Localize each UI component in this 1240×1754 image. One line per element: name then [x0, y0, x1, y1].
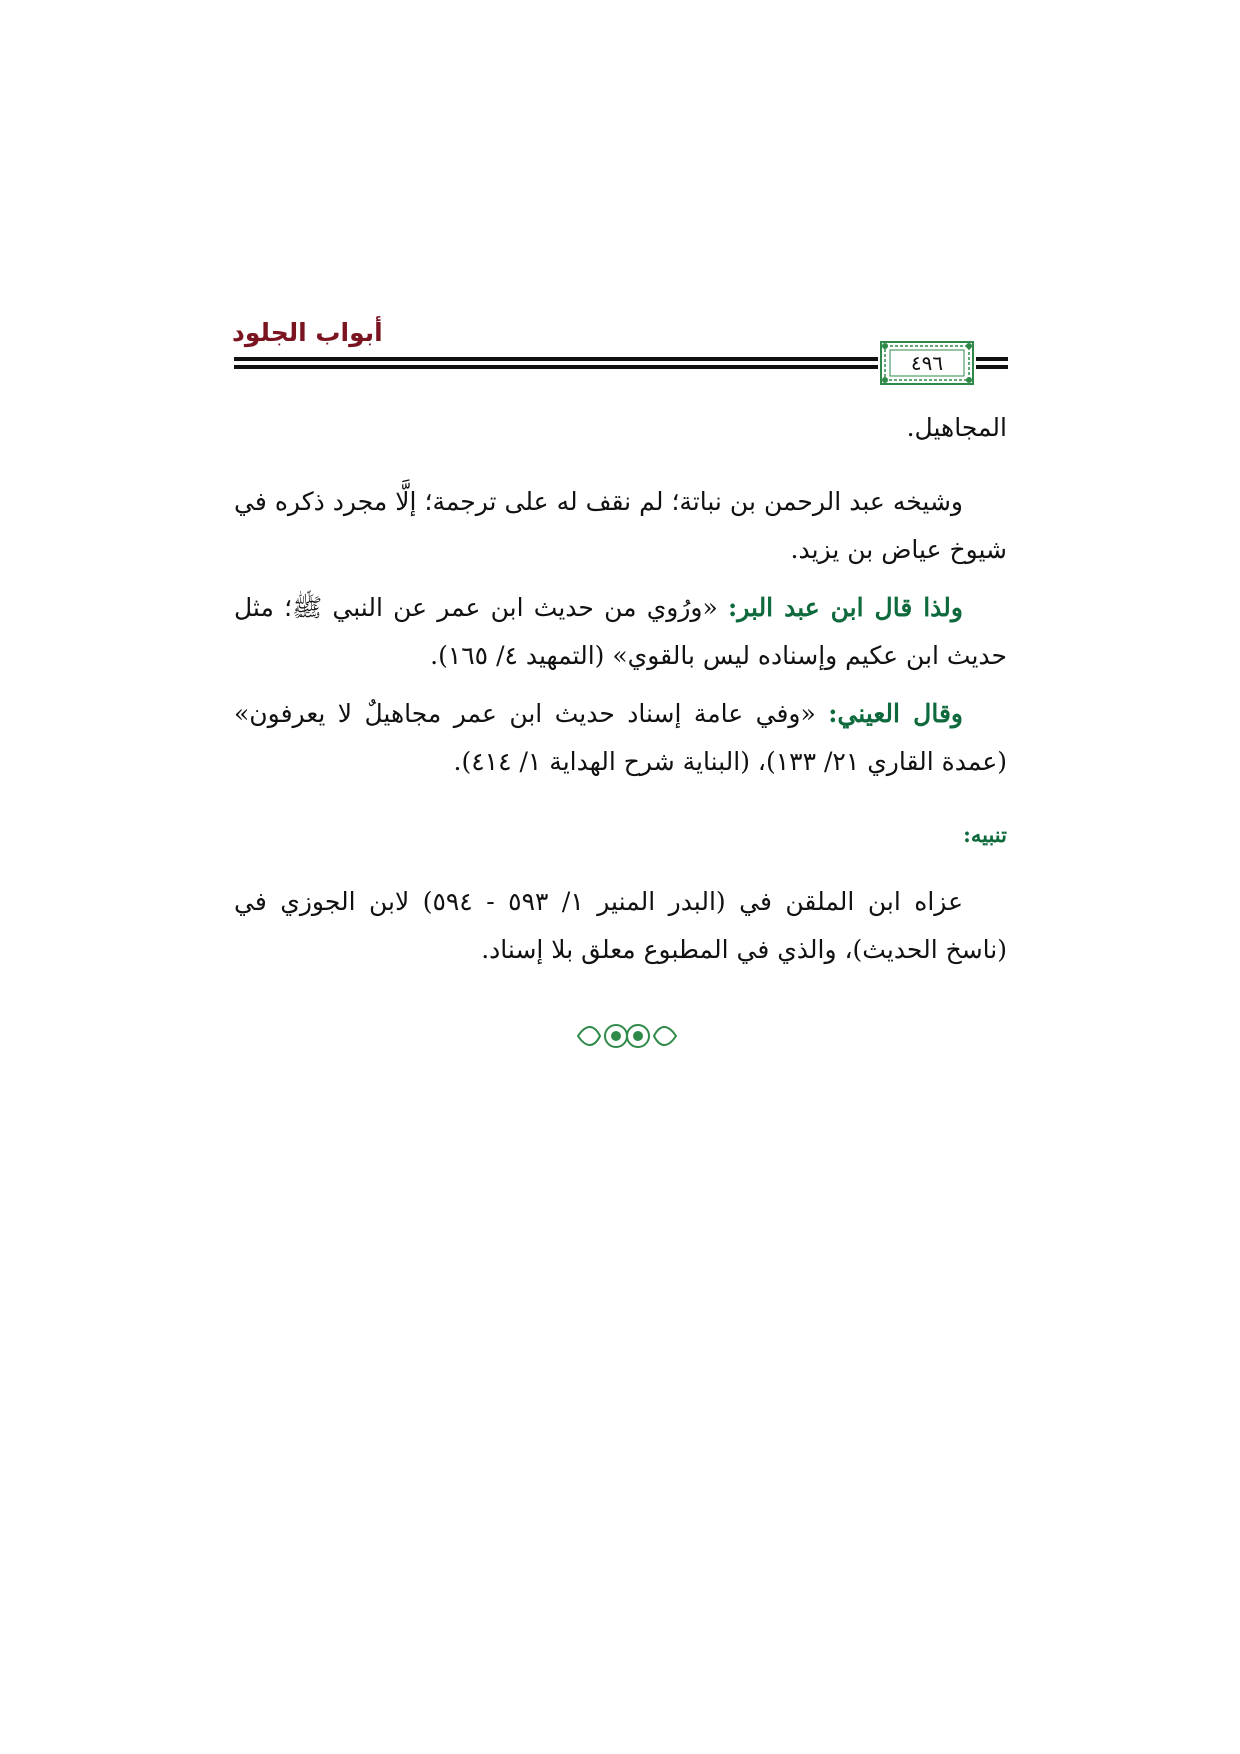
page-number: ٤٩٦ [910, 351, 944, 375]
paragraph-3-body: «ورُوي من حديث ابن عمر عن النبي ﷺ؛ مثل حديث ابن عكيم وإسناده ليس بالقوي» (التمهيد ٤/ ١٦٥). [234, 593, 1007, 670]
note-heading-row [234, 810, 1007, 859]
quote-attribution-al-ayni: وقال العيني: [828, 699, 963, 728]
paragraph-2: وشيخه عبد الرحمن بن نباتة؛ لم نقف له على ترجمة؛ إلَّا مجرد ذكره في شيوخ عياض بن يزيد. [234, 487, 1007, 564]
paragraph-1: المجاهيل. [906, 413, 1007, 442]
paragraph-6: عزاه ابن الملقن في (البدر المنير ١/ ٥٩٣ - ٥٩٤) لابن الجوزي في (ناسخ الحديث)، والذي في المطبوع معلق بلا إسناد. [234, 887, 1007, 964]
paragraph-4-body: «وفي عامة إسناد حديث ابن عمر مجاهيلٌ لا يعرفون» (عمدة القاري ٢١/ ١٣٣)، (البناية شرح الهداية ١/ ٤١٤). [234, 699, 1007, 776]
header-rule-bottom [234, 365, 878, 369]
page-number-badge [880, 341, 974, 385]
floral-end-ornament-icon [572, 1018, 682, 1054]
paragraph-3 [234, 584, 1007, 680]
header-rule-top-right [976, 357, 1008, 361]
header-rule-bottom-right [976, 365, 1008, 369]
note-heading: تنبيه: [963, 822, 1007, 847]
running-title: أبواب الجلود [232, 318, 383, 347]
paragraph-4 [234, 690, 1007, 786]
header-rule-top [234, 357, 878, 361]
quote-attribution-ibn-abd-al-barr: ولذا قال ابن عبد البر: [728, 593, 963, 622]
